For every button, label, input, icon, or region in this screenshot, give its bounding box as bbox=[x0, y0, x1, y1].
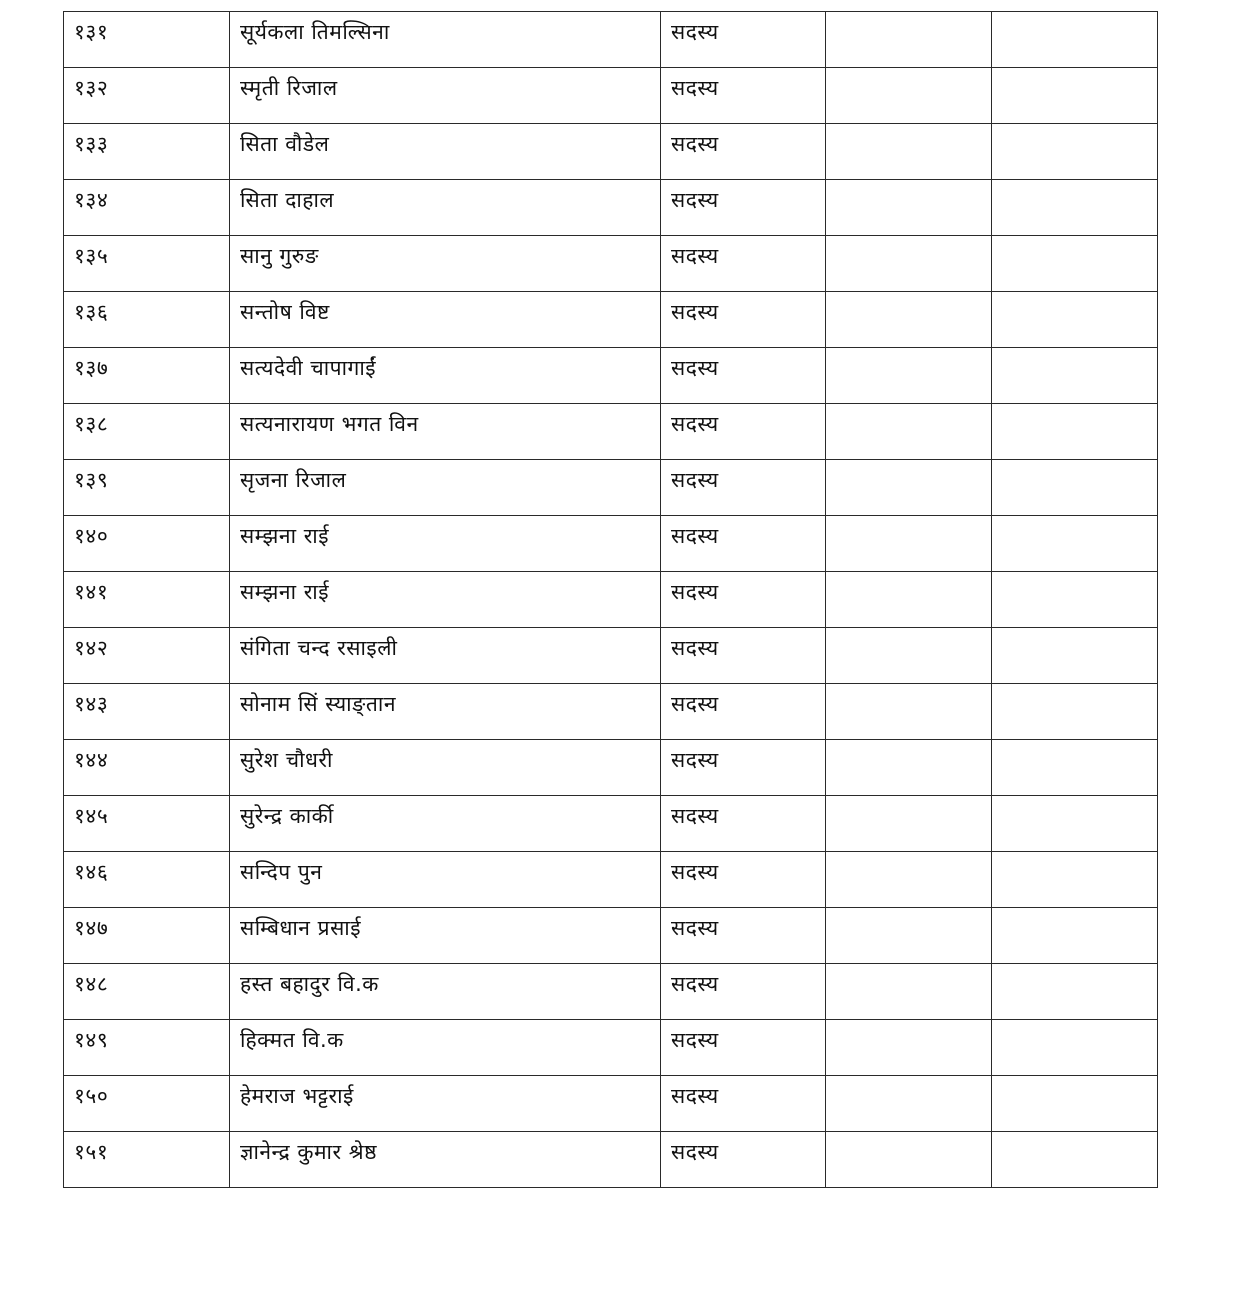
member-post-cell bbox=[661, 516, 826, 572]
member-name-cell bbox=[230, 684, 661, 740]
blank-cell bbox=[826, 1020, 992, 1076]
member-post: सदस्य bbox=[671, 1140, 719, 1164]
member-name: हिक्मत वि.क bbox=[240, 1028, 344, 1052]
serial-number-cell bbox=[64, 404, 230, 460]
serial-number: १३८ bbox=[74, 412, 109, 436]
blank-cell bbox=[992, 124, 1158, 180]
member-name-cell bbox=[230, 348, 661, 404]
serial-number-cell bbox=[64, 180, 230, 236]
serial-number: १३६ bbox=[74, 300, 109, 324]
member-post: सदस्य bbox=[671, 580, 719, 604]
member-post: सदस्य bbox=[671, 748, 719, 772]
member-post: सदस्य bbox=[671, 916, 719, 940]
serial-number: १४८ bbox=[74, 972, 109, 996]
blank-cell bbox=[826, 1076, 992, 1132]
serial-number-cell bbox=[64, 124, 230, 180]
table-row bbox=[64, 404, 1158, 460]
member-post-cell bbox=[661, 124, 826, 180]
table-row bbox=[64, 628, 1158, 684]
serial-number: १४२ bbox=[74, 636, 109, 660]
member-post: सदस्य bbox=[671, 468, 719, 492]
table-row bbox=[64, 292, 1158, 348]
member-post-cell bbox=[661, 180, 826, 236]
blank-cell bbox=[992, 852, 1158, 908]
member-post-cell bbox=[661, 1020, 826, 1076]
blank-cell bbox=[992, 348, 1158, 404]
member-post-cell bbox=[661, 68, 826, 124]
blank-cell bbox=[826, 964, 992, 1020]
blank-cell bbox=[992, 1020, 1158, 1076]
serial-number: १४५ bbox=[74, 804, 109, 828]
blank-cell bbox=[826, 684, 992, 740]
serial-number-cell bbox=[64, 236, 230, 292]
blank-cell bbox=[826, 740, 992, 796]
blank-cell bbox=[992, 460, 1158, 516]
member-post: सदस्य bbox=[671, 356, 719, 380]
table-row bbox=[64, 572, 1158, 628]
member-post-cell bbox=[661, 12, 826, 68]
table-row bbox=[64, 1020, 1158, 1076]
member-post-cell bbox=[661, 964, 826, 1020]
table-row bbox=[64, 964, 1158, 1020]
table-row bbox=[64, 852, 1158, 908]
member-name: सिता वौडेल bbox=[240, 132, 330, 156]
serial-number: १३९ bbox=[74, 468, 109, 492]
member-post-cell bbox=[661, 684, 826, 740]
member-table-body bbox=[64, 12, 1158, 1188]
serial-number: १४७ bbox=[74, 916, 109, 940]
serial-number: १४० bbox=[74, 524, 109, 548]
serial-number-cell bbox=[64, 628, 230, 684]
table-row bbox=[64, 180, 1158, 236]
member-name: सुरेश चौधरी bbox=[240, 748, 333, 772]
member-post: सदस्य bbox=[671, 972, 719, 996]
member-name: सानु गुरुङ bbox=[240, 244, 319, 268]
member-post-cell bbox=[661, 1076, 826, 1132]
blank-cell bbox=[992, 236, 1158, 292]
member-post-cell bbox=[661, 1132, 826, 1188]
blank-cell bbox=[826, 12, 992, 68]
member-post-cell bbox=[661, 852, 826, 908]
member-name-cell bbox=[230, 180, 661, 236]
table-row bbox=[64, 348, 1158, 404]
serial-number: १५० bbox=[74, 1084, 109, 1108]
member-name-cell bbox=[230, 404, 661, 460]
member-name-cell bbox=[230, 124, 661, 180]
blank-cell bbox=[826, 1132, 992, 1188]
member-name-cell bbox=[230, 1076, 661, 1132]
member-name: सृजना रिजाल bbox=[240, 468, 347, 492]
member-name-cell bbox=[230, 236, 661, 292]
blank-cell bbox=[992, 684, 1158, 740]
member-post: सदस्य bbox=[671, 300, 719, 324]
blank-cell bbox=[826, 236, 992, 292]
blank-cell bbox=[992, 180, 1158, 236]
serial-number: १३५ bbox=[74, 244, 109, 268]
member-post-cell bbox=[661, 292, 826, 348]
serial-number-cell bbox=[64, 1020, 230, 1076]
serial-number: १४६ bbox=[74, 860, 109, 884]
member-name-cell bbox=[230, 1020, 661, 1076]
serial-number-cell bbox=[64, 572, 230, 628]
serial-number: १४३ bbox=[74, 692, 109, 716]
serial-number-cell bbox=[64, 684, 230, 740]
serial-number: १४१ bbox=[74, 580, 109, 604]
table-row bbox=[64, 236, 1158, 292]
member-name: सम्झना राई bbox=[240, 580, 330, 604]
blank-cell bbox=[826, 292, 992, 348]
blank-cell bbox=[992, 740, 1158, 796]
table-row bbox=[64, 908, 1158, 964]
member-post: सदस्य bbox=[671, 20, 719, 44]
serial-number-cell bbox=[64, 12, 230, 68]
table-row bbox=[64, 124, 1158, 180]
member-name: हेमराज भट्टराई bbox=[240, 1084, 354, 1108]
member-name-cell bbox=[230, 292, 661, 348]
blank-cell bbox=[992, 796, 1158, 852]
member-post: सदस्य bbox=[671, 636, 719, 660]
blank-cell bbox=[826, 124, 992, 180]
blank-cell bbox=[826, 572, 992, 628]
member-name-cell bbox=[230, 908, 661, 964]
member-name-cell bbox=[230, 460, 661, 516]
blank-cell bbox=[992, 292, 1158, 348]
serial-number-cell bbox=[64, 796, 230, 852]
member-name-cell bbox=[230, 1132, 661, 1188]
member-name: सूर्यकला तिमल्सिना bbox=[240, 20, 390, 44]
member-post: सदस्य bbox=[671, 692, 719, 716]
blank-cell bbox=[992, 404, 1158, 460]
serial-number-cell bbox=[64, 852, 230, 908]
blank-cell bbox=[826, 348, 992, 404]
serial-number: १४४ bbox=[74, 748, 109, 772]
member-table bbox=[63, 11, 1158, 1188]
member-name-cell bbox=[230, 852, 661, 908]
table-row bbox=[64, 796, 1158, 852]
blank-cell bbox=[992, 68, 1158, 124]
serial-number-cell bbox=[64, 348, 230, 404]
member-post: सदस्य bbox=[671, 132, 719, 156]
serial-number: १३१ bbox=[74, 20, 109, 44]
blank-cell bbox=[992, 908, 1158, 964]
serial-number-cell bbox=[64, 292, 230, 348]
serial-number: १५१ bbox=[74, 1140, 109, 1164]
serial-number-cell bbox=[64, 516, 230, 572]
member-post: सदस्य bbox=[671, 412, 719, 436]
blank-cell bbox=[992, 1132, 1158, 1188]
member-post-cell bbox=[661, 908, 826, 964]
table-row bbox=[64, 68, 1158, 124]
table-row bbox=[64, 684, 1158, 740]
blank-cell bbox=[992, 572, 1158, 628]
member-name: स्मृती रिजाल bbox=[240, 76, 338, 100]
blank-cell bbox=[826, 516, 992, 572]
blank-cell bbox=[992, 516, 1158, 572]
member-post-cell bbox=[661, 348, 826, 404]
member-name: सुरेन्द्र कार्की bbox=[240, 804, 334, 828]
serial-number-cell bbox=[64, 68, 230, 124]
member-name-cell bbox=[230, 964, 661, 1020]
serial-number: १३३ bbox=[74, 132, 109, 156]
table-row bbox=[64, 516, 1158, 572]
blank-cell bbox=[992, 1076, 1158, 1132]
member-name: सन्तोष विष्ट bbox=[240, 300, 330, 324]
serial-number-cell bbox=[64, 460, 230, 516]
member-name: सम्बिधान प्रसाई bbox=[240, 916, 362, 940]
blank-cell bbox=[826, 180, 992, 236]
member-post: सदस्य bbox=[671, 804, 719, 828]
table-row bbox=[64, 740, 1158, 796]
member-post-cell bbox=[661, 572, 826, 628]
member-name: सोनाम सिं स्याङ्तान bbox=[240, 692, 397, 716]
member-name: सम्झना राई bbox=[240, 524, 330, 548]
serial-number-cell bbox=[64, 1132, 230, 1188]
member-post: सदस्य bbox=[671, 188, 719, 212]
member-name-cell bbox=[230, 572, 661, 628]
member-name-cell bbox=[230, 628, 661, 684]
member-post: सदस्य bbox=[671, 524, 719, 548]
member-name: हस्त बहादुर वि.क bbox=[240, 972, 379, 996]
serial-number-cell bbox=[64, 908, 230, 964]
member-post: सदस्य bbox=[671, 76, 719, 100]
blank-cell bbox=[826, 68, 992, 124]
blank-cell bbox=[826, 628, 992, 684]
serial-number: १३४ bbox=[74, 188, 109, 212]
blank-cell bbox=[992, 628, 1158, 684]
member-post-cell bbox=[661, 404, 826, 460]
member-name: सत्यनारायण भगत विन bbox=[240, 412, 419, 436]
member-name: ज्ञानेन्द्र कुमार श्रेष्ठ bbox=[240, 1140, 377, 1164]
blank-cell bbox=[826, 796, 992, 852]
serial-number: १४९ bbox=[74, 1028, 109, 1052]
member-name: सत्यदेवी चापागाईं bbox=[240, 356, 377, 380]
member-name-cell bbox=[230, 796, 661, 852]
serial-number: १३७ bbox=[74, 356, 109, 380]
member-post-cell bbox=[661, 460, 826, 516]
member-name: संगिता चन्द रसाइली bbox=[240, 636, 398, 660]
blank-cell bbox=[992, 964, 1158, 1020]
blank-cell bbox=[992, 12, 1158, 68]
member-post-cell bbox=[661, 796, 826, 852]
member-name-cell bbox=[230, 740, 661, 796]
table-row bbox=[64, 460, 1158, 516]
table-row bbox=[64, 1132, 1158, 1188]
member-post-cell bbox=[661, 628, 826, 684]
blank-cell bbox=[826, 404, 992, 460]
member-name-cell bbox=[230, 12, 661, 68]
serial-number-cell bbox=[64, 1076, 230, 1132]
table-row bbox=[64, 12, 1158, 68]
blank-cell bbox=[826, 460, 992, 516]
blank-cell bbox=[826, 852, 992, 908]
serial-number-cell bbox=[64, 740, 230, 796]
member-name-cell bbox=[230, 516, 661, 572]
member-name-cell bbox=[230, 68, 661, 124]
member-post-cell bbox=[661, 236, 826, 292]
member-post: सदस्य bbox=[671, 1028, 719, 1052]
member-post: सदस्य bbox=[671, 860, 719, 884]
member-post-cell bbox=[661, 740, 826, 796]
table-row bbox=[64, 1076, 1158, 1132]
serial-number: १३२ bbox=[74, 76, 109, 100]
member-name: सिता दाहाल bbox=[240, 188, 335, 212]
serial-number-cell bbox=[64, 964, 230, 1020]
blank-cell bbox=[826, 908, 992, 964]
member-post: सदस्य bbox=[671, 244, 719, 268]
member-name: सन्दिप पुन bbox=[240, 860, 323, 884]
member-post: सदस्य bbox=[671, 1084, 719, 1108]
